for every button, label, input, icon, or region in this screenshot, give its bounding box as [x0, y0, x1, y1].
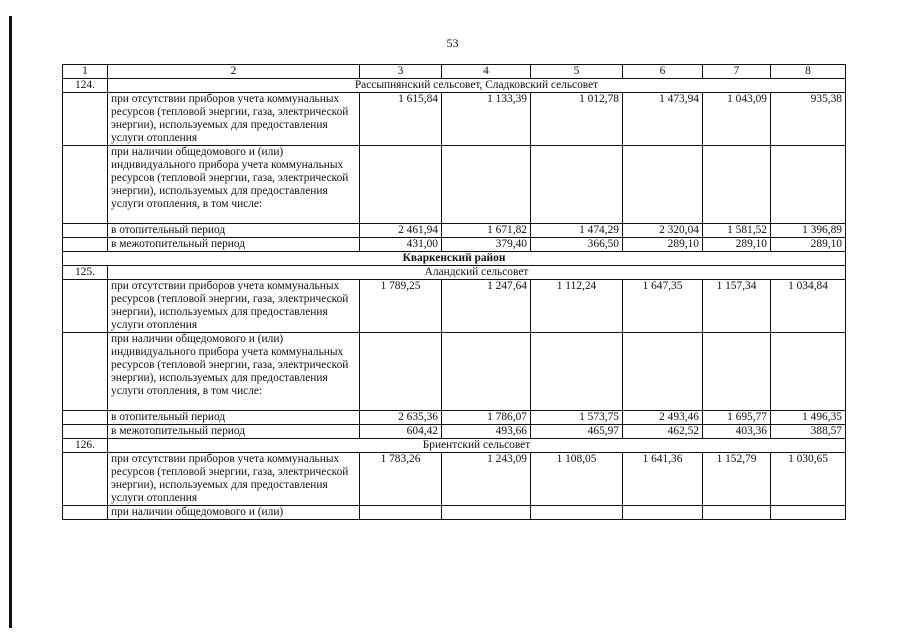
value-cell: 493,66 [442, 425, 531, 439]
value-cell: 1 641,36 [623, 453, 703, 506]
row-label: при наличии общедомового и (или) индивидуального прибора учета коммунальных ресурсов (тепловой энергии, газа, электрической энергии), используемых для предоставления услуги отопления, в том числе: [108, 146, 360, 224]
tariff-table [62, 64, 846, 520]
value-cell: 289,10 [623, 238, 703, 252]
value-cell: 2 320,04 [623, 224, 703, 238]
value-cell: 1 034,84 [771, 280, 846, 333]
column-number: 5 [531, 65, 623, 79]
value-cell: 604,42 [360, 425, 442, 439]
column-number-row [63, 65, 846, 79]
row-number-empty [63, 280, 108, 333]
row-label: в межотопительный период [108, 238, 360, 252]
value-cell: 1 581,52 [703, 224, 771, 238]
data-row [63, 224, 846, 238]
row-label: при отсутствии приборов учета коммунальных ресурсов (тепловой энергии, газа, электрической энергии), используемых для предоставления услуги отопления [108, 280, 360, 333]
row-number-empty [63, 333, 108, 411]
value-cell [623, 146, 703, 224]
value-cell: 1 695,77 [703, 411, 771, 425]
row-number-empty [63, 93, 108, 146]
value-cell [623, 506, 703, 520]
district-row [63, 252, 846, 266]
value-cell [771, 506, 846, 520]
value-cell: 388,57 [771, 425, 846, 439]
value-cell: 462,52 [623, 425, 703, 439]
column-number: 8 [771, 65, 846, 79]
value-cell: 1 108,05 [531, 453, 623, 506]
value-cell: 2 493,46 [623, 411, 703, 425]
column-number: 4 [442, 65, 531, 79]
settlement-row [63, 439, 846, 453]
left-margin-bar [9, 16, 12, 628]
value-cell: 379,40 [442, 238, 531, 252]
row-label: при наличии общедомового и (или) индивидуального прибора учета коммунальных ресурсов (тепловой энергии, газа, электрической энергии), используемых для предоставления услуги отопления, в том числе: [108, 333, 360, 411]
value-cell [703, 333, 771, 411]
row-label: при отсутствии приборов учета коммунальных ресурсов (тепловой энергии, газа, электрической энергии), используемых для предоставления услуги отопления [108, 453, 360, 506]
value-cell: 1 496,35 [771, 411, 846, 425]
value-cell: 366,50 [531, 238, 623, 252]
value-cell [703, 146, 771, 224]
settlement-title: Аландский сельсовет [108, 266, 846, 280]
value-cell: 1 474,29 [531, 224, 623, 238]
value-cell: 289,10 [703, 238, 771, 252]
value-cell [531, 146, 623, 224]
row-label: в отопительный период [108, 224, 360, 238]
row-label: при отсутствии приборов учета коммунальных ресурсов (тепловой энергии, газа, электрической энергии), используемых для предоставления услуги отопления [108, 93, 360, 146]
value-cell: 1 152,79 [703, 453, 771, 506]
value-cell [442, 333, 531, 411]
value-cell: 1 647,35 [623, 280, 703, 333]
settlement-row [63, 79, 846, 93]
page-number: 53 [446, 36, 459, 50]
value-cell [442, 506, 531, 520]
value-cell: 431,00 [360, 238, 442, 252]
column-number: 1 [63, 65, 108, 79]
column-number: 6 [623, 65, 703, 79]
row-number-empty [63, 224, 108, 238]
value-cell: 289,10 [771, 238, 846, 252]
value-cell: 1 043,09 [703, 93, 771, 146]
data-row [63, 425, 846, 439]
data-row [63, 238, 846, 252]
settlement-title: Бриентский сельсовет [108, 439, 846, 453]
row-number-empty [63, 411, 108, 425]
row-number-empty [63, 506, 108, 520]
value-cell [531, 506, 623, 520]
data-row [63, 146, 846, 224]
value-cell: 1 112,24 [531, 280, 623, 333]
data-row [63, 333, 846, 411]
district-title: Кваркенский район [63, 252, 846, 266]
row-label: в отопительный период [108, 411, 360, 425]
row-label: в межотопительный период [108, 425, 360, 439]
value-cell: 1 789,25 [360, 280, 442, 333]
settlement-row [63, 266, 846, 280]
row-number: 125. [63, 266, 108, 280]
value-cell: 1 157,34 [703, 280, 771, 333]
table-body [63, 65, 846, 520]
row-label: при наличии общедомового и (или) [108, 506, 360, 520]
data-row [63, 280, 846, 333]
data-row [63, 453, 846, 506]
row-number-empty [63, 146, 108, 224]
value-cell: 1 473,94 [623, 93, 703, 146]
value-cell [531, 333, 623, 411]
value-cell: 1 615,84 [360, 93, 442, 146]
value-cell [623, 333, 703, 411]
value-cell: 1 243,09 [442, 453, 531, 506]
value-cell: 1 671,82 [442, 224, 531, 238]
row-number-empty [63, 425, 108, 439]
value-cell [771, 146, 846, 224]
value-cell [360, 146, 442, 224]
column-number: 7 [703, 65, 771, 79]
column-number: 3 [360, 65, 442, 79]
row-number: 126. [63, 439, 108, 453]
value-cell: 2 635,36 [360, 411, 442, 425]
value-cell [442, 146, 531, 224]
value-cell: 1 012,78 [531, 93, 623, 146]
value-cell: 465,97 [531, 425, 623, 439]
value-cell [771, 333, 846, 411]
data-row [63, 506, 846, 520]
value-cell: 1 133,39 [442, 93, 531, 146]
value-cell [360, 333, 442, 411]
data-row [63, 93, 846, 146]
row-number: 124. [63, 79, 108, 93]
value-cell [703, 506, 771, 520]
value-cell: 403,36 [703, 425, 771, 439]
row-number-empty [63, 453, 108, 506]
value-cell: 935,38 [771, 93, 846, 146]
value-cell: 1 573,75 [531, 411, 623, 425]
value-cell: 1 030,65 [771, 453, 846, 506]
value-cell: 1 783,26 [360, 453, 442, 506]
value-cell: 1 786,07 [442, 411, 531, 425]
row-number-empty [63, 238, 108, 252]
value-cell: 2 461,94 [360, 224, 442, 238]
value-cell [360, 506, 442, 520]
value-cell: 1 396,89 [771, 224, 846, 238]
settlement-title: Рассыпнянский сельсовет, Сладковский сельсовет [108, 79, 846, 93]
column-number: 2 [108, 65, 360, 79]
data-row [63, 411, 846, 425]
value-cell: 1 247,64 [442, 280, 531, 333]
